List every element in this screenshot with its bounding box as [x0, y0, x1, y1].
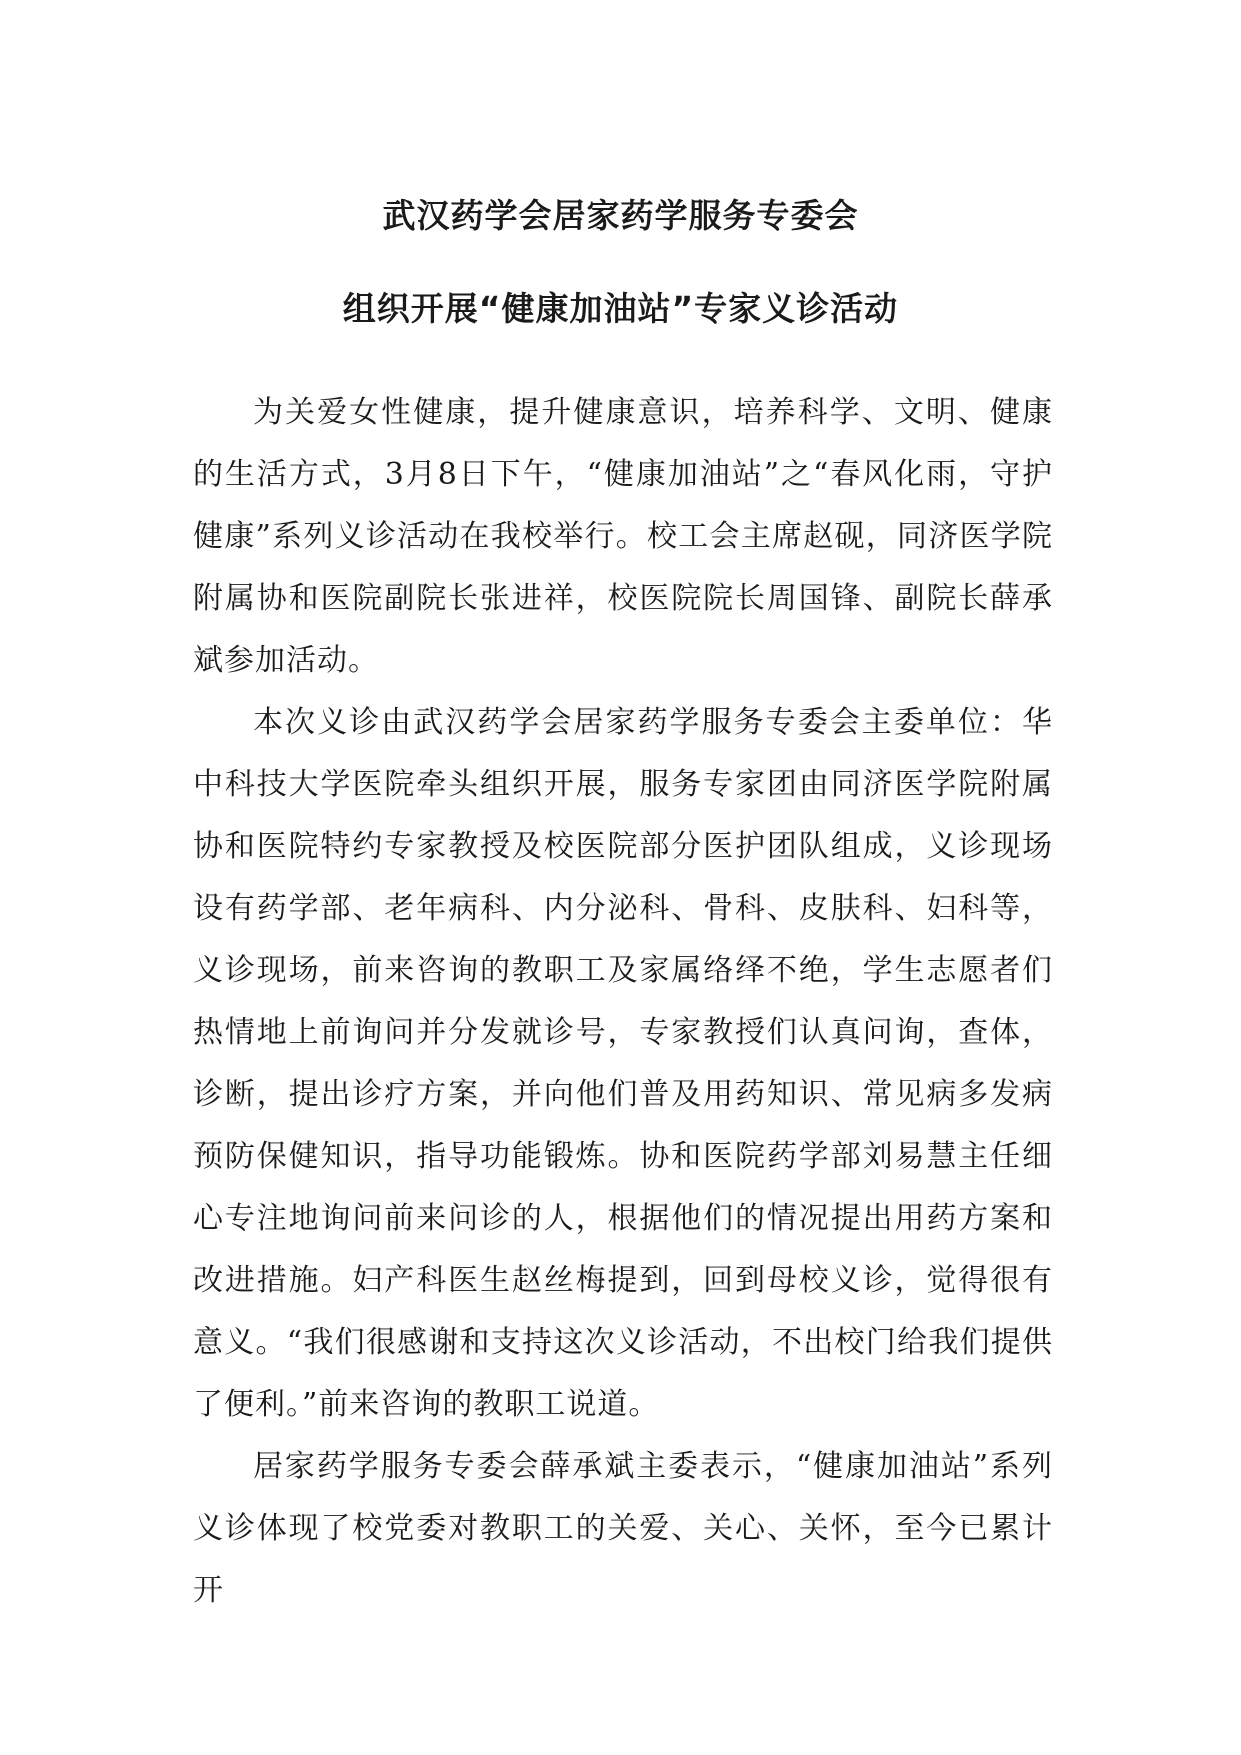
paragraph-1: 为关爱女性健康，提升健康意识，培养科学、文明、健康的生活方式，3月8日下午，“健康加油站”之“春风化雨，守护健康”系列义诊活动在我校举行。校工会主席赵砚，同济医学院附属协和医院副院长张进祥，校医院院长周国锋、副院长薛承斌参加活动。 — [193, 395, 1053, 678]
document-title-line-1: 武汉药学会居家药学服务专委会 — [382, 196, 859, 235]
document-title-line-2: 组织开展“健康加油站”专家义诊活动 — [342, 289, 899, 328]
paragraph-3: 居家药学服务专委会薛承斌主委表示，“健康加油站”系列义诊体现了校党委对教职工的关爱、关心、关怀，至今已累计开 — [193, 1449, 1053, 1608]
paragraph-2: 本次义诊由武汉药学会居家药学服务专委会主委单位：华中科技大学医院牵头组织开展，服务专家团由同济医学院附属协和医院特约专家教授及校医院部分医护团队组成，义诊现场设有药学部、老年病科、内分泌科、骨科、皮肤科、妇科等，义诊现场，前来咨询的教职工及家属络绎不绝，学生志愿者们热情地上前询问并分发就诊号，专家教授们认真问询，查体，诊断，提出诊疗方案，并向他们普及用药知识、常见病多发病预防保健知识，指导功能锻炼。协和医院药学部刘易慧主任细心专注地询问前来问诊的人，根据他们的情况提出用药方案和改进措施。妇产科医生赵丝梅提到，回到母校义诊，觉得很有意义。“我们很感谢和支持这次义诊活动，不出校门给我们提供了便利。”前来咨询的教职工说道。 — [193, 705, 1053, 1422]
document-body — [193, 382, 1053, 1622]
